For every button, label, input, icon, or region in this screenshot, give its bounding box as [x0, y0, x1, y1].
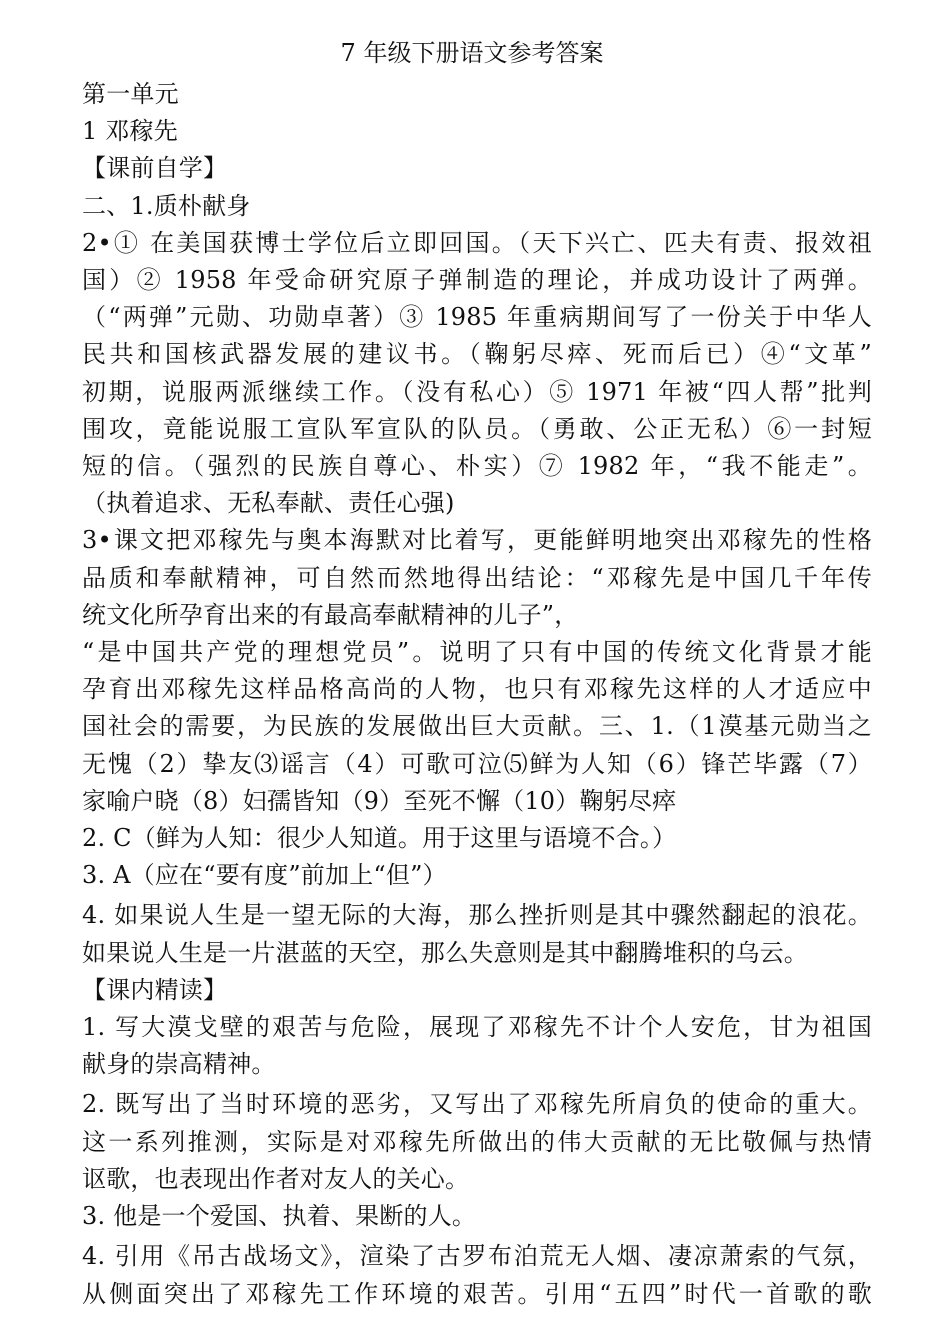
answer-line: 这一系列推测，实际是对邓稼先所做出的伟大贡献的无比敬佩与热情: [82, 1127, 872, 1156]
answer-line: “是中国共产党的理想党员”。说明了只有中国的传统文化背景才能: [82, 638, 872, 667]
answer-line: 初期，说服两派继续工作。（没有私心）⑤ 1971 年被“四人帮”批判: [82, 377, 872, 406]
answer-line: 二、1.质朴献身: [82, 191, 251, 220]
document-page: [82, 30, 872, 1313]
answer-line: 家喻户晓（8）妇孺皆知（9）至死不懈（10）鞠躬尽瘁: [82, 786, 677, 815]
answer-line: 国社会的需要，为民族的发展做出巨大贡献。三、1.（1漠基元勋当之: [82, 712, 872, 741]
answer-line: 2•① 在美国获博士学位后立即回国。（天下兴亡、匹夫有责、报效祖: [82, 228, 872, 257]
answer-line: 讴歌，也表现出作者对友人的关心。: [82, 1164, 470, 1193]
section-heading-reading: 【课内精读】: [82, 975, 228, 1004]
answer-line: 围攻，竟能说服工宣队军宣队的队员。（勇敢、公正无私）⑥一封短: [82, 414, 872, 443]
unit-heading: 第一单元: [82, 80, 179, 108]
answer-line: （“两弹”元勋、功勋卓著）③ 1985 年重病期间写了一份关于中华人: [82, 303, 872, 332]
answer-line: 统文化所孕育出来的有最高奉献精神的儿子”，: [82, 600, 579, 629]
answer-line: 短的信。（强烈的民族自尊心、朴实）⑦ 1982 年，“我不能走”。: [82, 452, 872, 481]
answer-line: 1. 写大漠戈壁的艰苦与危险，展现了邓稼先不计个人安危，甘为祖国: [82, 1013, 872, 1042]
answer-line: 孕育出邓稼先这样品格高尚的人物，也只有邓稼先这样的人才适应中: [82, 675, 872, 704]
answer-line: 4. 引用《吊古战场文》，渲染了古罗布泊荒无人烟、凄凉萧索的气氛，: [82, 1242, 872, 1271]
answer-line: 4. 如果说人生是一望无际的大海，那么挫折则是其中骤然翻起的浪花。: [82, 901, 872, 930]
answer-line: 如果说人生是一片湛蓝的天空，那么失意则是其中翻腾堆积的乌云。: [82, 938, 808, 967]
answer-line: 2. 既写出了当时环境的恶劣，又写出了邓稼先所肩负的使命的重大。: [82, 1090, 872, 1119]
answer-line: 献身的崇高精神。: [82, 1050, 276, 1079]
answer-line: 品质和奉献精神，可自然而然地得出结论：“邓稼先是中国几千年传: [82, 563, 872, 592]
answer-line: （执着追求、无私奉献、责任心强): [82, 489, 455, 518]
answer-line: 3. 他是一个爱国、执着、果断的人。: [82, 1202, 477, 1231]
lesson-heading: 1 邓稼先: [82, 117, 178, 146]
answer-line: 3•课文把邓稼先与奥本海默对比着写，更能鲜明地突出邓稼先的性格: [82, 526, 872, 555]
answer-line: 从侧面突出了邓稼先工作环境的艰苦。引用“五四”时代一首歌的歌: [82, 1279, 872, 1308]
answer-line: 民共和国核武器发展的建议书。（鞠躬尽瘁、死而后已）④“文革”: [82, 340, 872, 369]
document-title: 7 年级下册语文参考答案: [340, 39, 604, 67]
section-heading-prestudy: 【课前自学】: [82, 154, 228, 183]
answer-line: 3. A（应在“要有度”前加上“但”）: [82, 861, 447, 890]
answer-line: 无愧（2）挚友⑶谣言（4）可歌可泣⑸鲜为人知（6）锋芒毕露（7）: [82, 749, 872, 778]
answer-line: 2. C（鲜为人知：很少人知道。用于这里与语境不合。）: [82, 824, 677, 853]
answer-line: 国）② 1958 年受命研究原子弹制造的理论，并成功设计了两弹。: [82, 266, 872, 295]
